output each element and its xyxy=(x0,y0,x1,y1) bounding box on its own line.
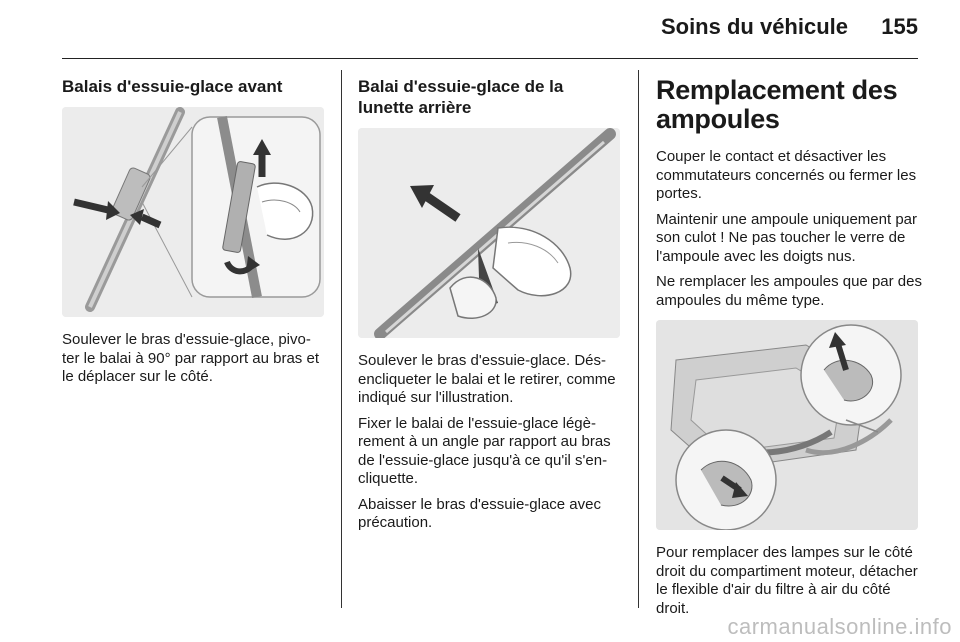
engine-bulb-illustration xyxy=(656,320,918,530)
section-heading: Balais d'essuie-glace avant xyxy=(62,77,283,96)
watermark: carmanualsonline.info xyxy=(727,614,952,639)
column-front-wipers xyxy=(62,76,326,394)
column-divider xyxy=(341,70,342,608)
instruction-text: Fixer le balai de l'essuie-glace légè-rement à un angle par rapport au bras de l'essuie-glace jusqu'à ce qu'il s'en-cliquette. xyxy=(358,414,611,487)
section-heading: Balai d'essuie-glace de la lunette arrière xyxy=(358,77,564,117)
instruction-text: Abaisser le bras d'essuie-glace avec précaution. xyxy=(358,495,601,531)
wiper-front-illustration xyxy=(62,107,324,317)
column-rear-wiper xyxy=(358,76,622,540)
instruction-text: Pour remplacer des lampes sur le côté droit du compartiment moteur, détacher le flexible d'air du filtre à air du côté droit. xyxy=(656,544,918,617)
instruction-text: Soulever le bras d'essuie-glace. Dés-encliqueter le balai et le retirer, comme indiqué sur l'illustration. xyxy=(358,352,616,406)
instruction-text: Soulever le bras d'essuie-glace, pivo-ter le balai à 90° par rapport au bras et le déplacer sur le côté. xyxy=(62,331,319,385)
column-bulb-replacement xyxy=(656,76,922,625)
section-title: Remplacement des ampoules xyxy=(656,75,898,134)
instruction-text: Maintenir une ampoule uniquement par son culot ! Ne pas toucher le verre de l'ampoule avec les doigts nus. xyxy=(656,210,917,265)
header-divider xyxy=(62,58,918,59)
page-number: 155 xyxy=(881,14,918,39)
instruction-text: Ne remplacer les ampoules que par des ampoules du même type. xyxy=(656,273,922,309)
page-header-title: Soins du véhicule xyxy=(660,14,848,39)
instruction-text: Couper le contact et désactiver les commutateurs concernés ou fermer les portes. xyxy=(656,148,917,202)
column-divider xyxy=(638,70,639,608)
wiper-rear-illustration xyxy=(358,128,620,338)
